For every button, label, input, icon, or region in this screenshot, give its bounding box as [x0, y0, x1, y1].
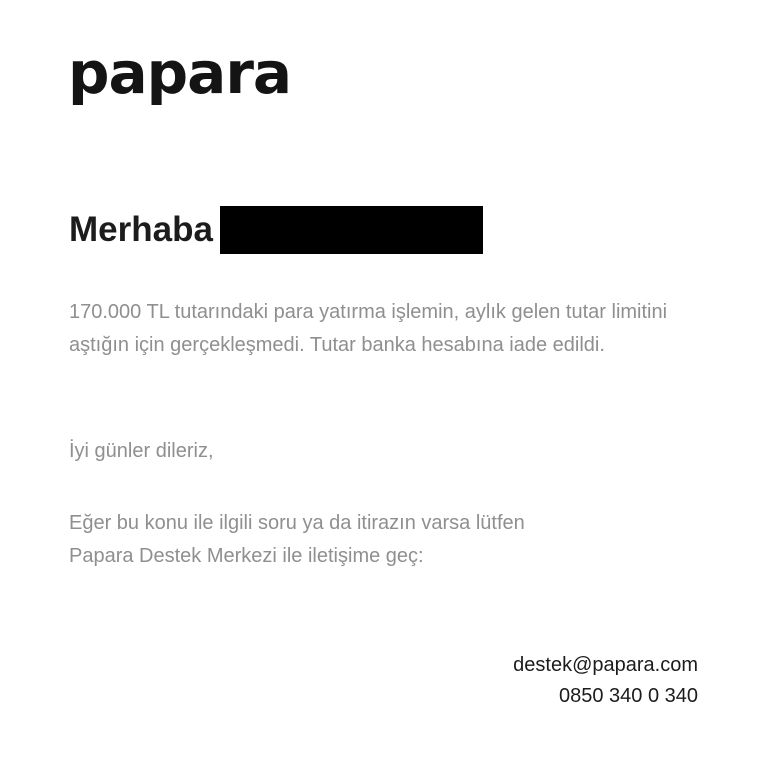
message-paragraph-transaction: 170.000 TL tutarındaki para yatırma işlemin, aylık gelen tutar limitini aştığın için gerçekleşmedi. Tutar banka hesabına iade edildi. [69, 301, 668, 356]
papara-logo: papara [68, 39, 292, 107]
support-line-1: Eğer bu konu ile ilgili soru ya da itirazın varsa lütfen [69, 512, 525, 534]
contact-block [513, 650, 698, 712]
redacted-name-block [220, 206, 483, 254]
message-paragraph-support [69, 507, 709, 573]
greeting-text: Merhaba [69, 210, 213, 249]
support-line-2: Papara Destek Merkezi ile iletişime geç: [69, 545, 424, 567]
support-email-link[interactable]: destek@papara.com [513, 654, 698, 676]
support-phone-link[interactable]: 0850 340 0 340 [558, 685, 698, 707]
greeting [69, 206, 483, 254]
message-paragraph-closing: İyi günler dileriz, [69, 440, 214, 462]
